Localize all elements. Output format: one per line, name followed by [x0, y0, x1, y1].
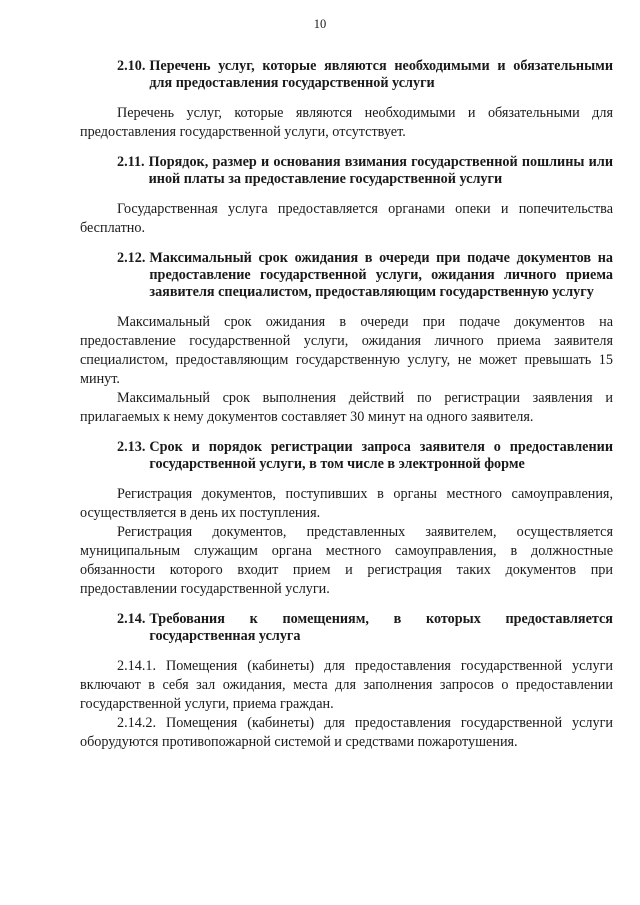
section-number: 2.12.	[117, 250, 146, 266]
document-body	[80, 58, 613, 764]
section-2-11	[80, 154, 613, 238]
section-paragraph: 2.14.2. Помещения (кабинеты) для предоставления государственной услуги оборудуются противопожарной системой и средствами пожаротушения.	[80, 715, 613, 750]
section-heading	[80, 154, 613, 188]
section-number: 2.14.	[117, 611, 146, 627]
section-heading	[80, 250, 613, 301]
section-2-12	[80, 250, 613, 427]
section-paragraph: Максимальный срок выполнения действий по регистрации заявления и прилагаемых к нему документов составляет 30 минут на одного заявителя.	[80, 390, 613, 425]
section-heading	[80, 58, 613, 92]
section-paragraph: Максимальный срок ожидания в очереди при подаче документов на предоставление государственной услуги, ожидания личного приема заявителя специалистом, предоставляющим государственную услугу, не может превышать 15 минут.	[80, 314, 613, 387]
section-heading	[80, 439, 613, 473]
section-paragraph: 2.14.1. Помещения (кабинеты) для предоставления государственной услуги включают в себя зал ожидания, места для заполнения запросов о предоставлении государственной услуги, приема граждан.	[80, 658, 613, 712]
section-heading	[80, 611, 613, 645]
section-paragraph: Государственная услуга предоставляется органами опеки и попечительства бесплатно.	[80, 201, 613, 236]
section-2-13	[80, 439, 613, 599]
section-number: 2.13.	[117, 439, 146, 455]
section-paragraph: Перечень услуг, которые являются необходимыми и обязательными для предоставления государственной услуги, отсутствует.	[80, 105, 613, 140]
section-title: Порядок, размер и основания взимания государственной пошлины или иной платы за предоставление государственной услуги	[148, 154, 613, 187]
section-title: Требования к помещениям, в которых предоставляется государственная услуга	[149, 611, 613, 644]
section-paragraph: Регистрация документов, поступивших в органы местного самоуправления, осуществляется в день их поступления.	[80, 486, 613, 521]
section-number: 2.11.	[117, 154, 145, 170]
section-title: Максимальный срок ожидания в очереди при подаче документов на предоставление государственной услуги, ожидания личного приема заявителя специалистом, предоставляющим государственную услугу	[149, 250, 613, 300]
section-title: Перечень услуг, которые являются необходимыми и обязательными для предоставления государственной услуги	[149, 58, 613, 91]
section-title: Срок и порядок регистрации запроса заявителя о предоставлении государственной услуги, в том числе в электронной форме	[149, 439, 613, 472]
page-number: 10	[313, 17, 327, 31]
section-2-10	[80, 58, 613, 142]
section-paragraph: Регистрация документов, представленных заявителем, осуществляется муниципальным служащим органа местного самоуправления, в должностные обязанности которого входит прием и регистрация таких документов при предоставлении государственной услуги.	[80, 524, 613, 597]
section-number: 2.10.	[117, 58, 146, 74]
section-2-14	[80, 611, 613, 752]
